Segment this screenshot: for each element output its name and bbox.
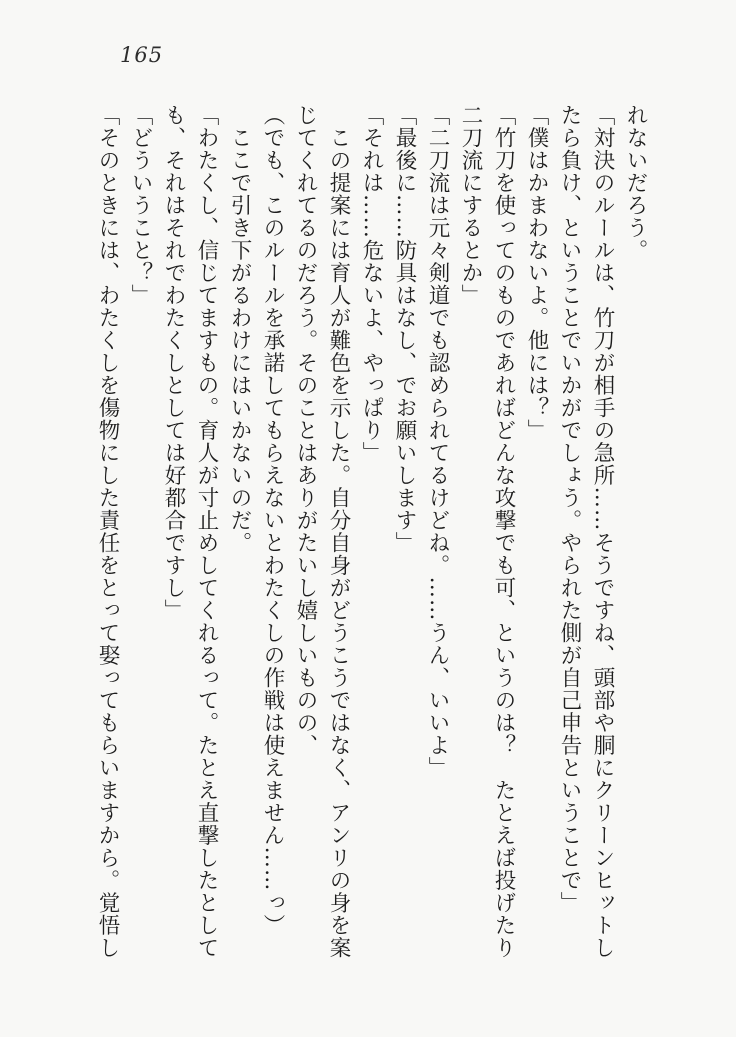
paragraph: 「僕はかまわないよ。他には？」 — [524, 104, 549, 442]
page-number: 165 — [120, 43, 164, 67]
paragraph: ここで引き下がるわけにはいかないのだ。 — [227, 104, 252, 554]
paragraph: 「わたくし、信じてますもの。育人が寸止めしてくれるって。たとえ直撃したとしても、それはそれでわたくしとしては好都合ですし」 — [161, 104, 219, 959]
paragraph: 「二刀流は元々剣道でも認められてるけどね。……うん、いいよ」 — [425, 104, 450, 779]
paragraph: れないだろう。 — [623, 104, 648, 262]
novel-text-block — [91, 104, 652, 964]
paragraph: 「そのときには、わたくしを傷物にした責任をとって娶ってもらいますから。覚悟し — [95, 104, 120, 959]
paragraph: この提案には育人が難色を示した。自分自身がどうこうではなく、アンリの身を案じてくれてるのだろう。そのことはありがたいし嬉しいものの、 — [293, 104, 351, 959]
paragraph: 「最後に……防具はなし、でお願いします」 — [392, 104, 417, 554]
paragraph: 「竹刀を使ってのものであればどんな攻撃でも可、というのは？ たとえば投げたり二刀流にするとか」 — [458, 104, 516, 959]
paragraph: （でも、このルールを承諾してもらえないとわたくしの作戦は使えません……っ） — [260, 104, 285, 937]
paragraph: 「対決のルールは、竹刀が相手の急所……そうですね、頭部や胴にクリーンヒットしたら負け、ということでいかがでしょう。やられた側が自己申告ということで」 — [557, 104, 615, 959]
paragraph: 「それは……危ないよ、やっぱり」 — [359, 104, 384, 464]
paragraph: 「どういうこと？」 — [128, 104, 153, 307]
